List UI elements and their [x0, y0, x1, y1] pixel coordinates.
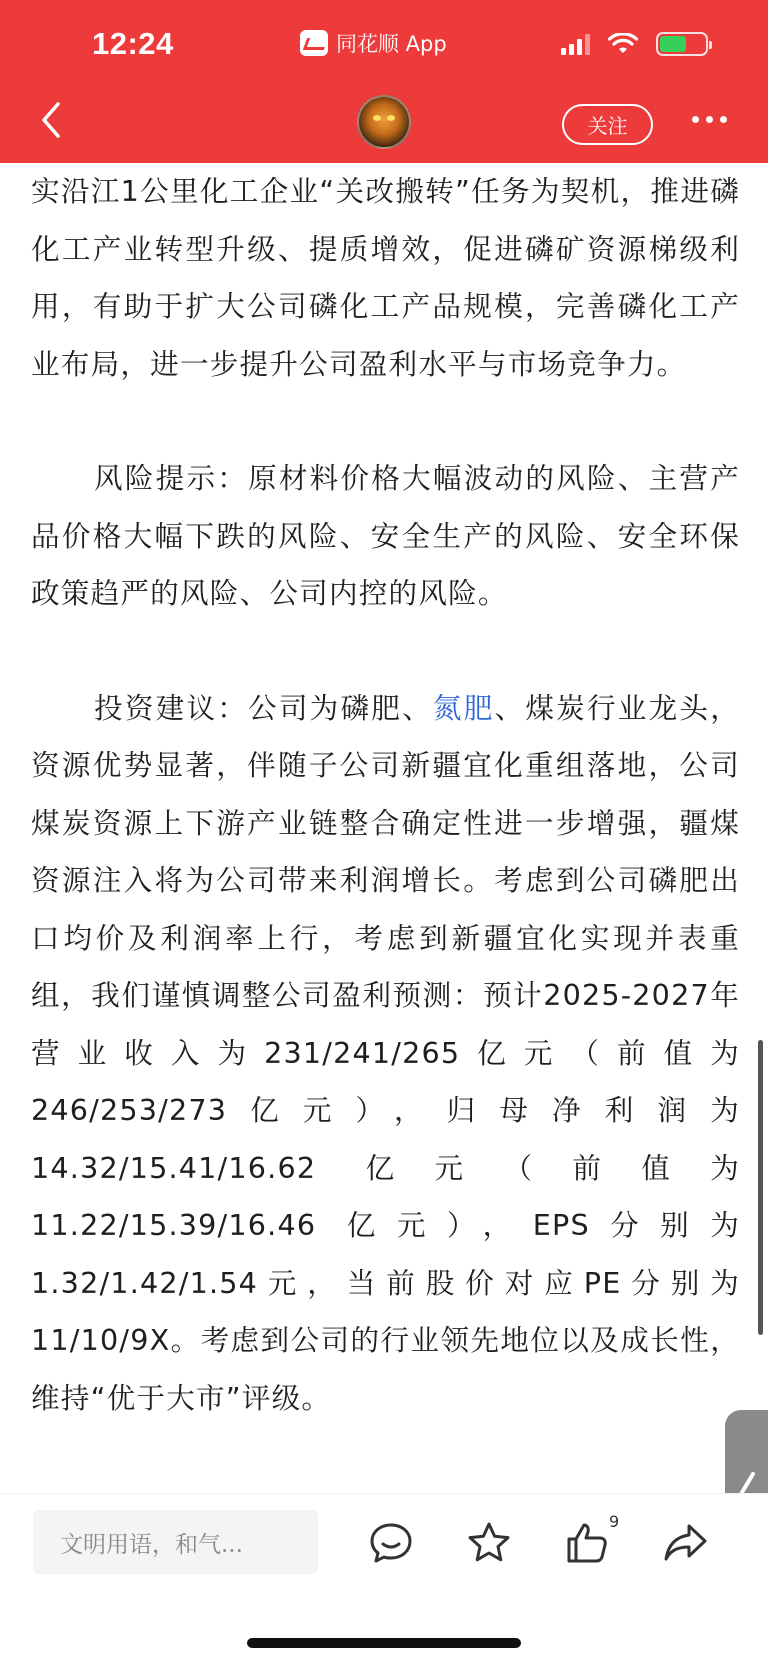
risk-warning-paragraph [31, 450, 740, 623]
nitrogen-fertilizer-link[interactable]: 氮肥 [432, 690, 495, 725]
like-count: 9 [609, 1512, 620, 1531]
comment-input[interactable]: 文明用语，和气... [33, 1510, 318, 1574]
author-avatar[interactable] [357, 95, 411, 149]
back-icon[interactable] [36, 100, 66, 140]
comment-icon[interactable] [368, 1520, 414, 1566]
thumbs-up-icon[interactable] [564, 1520, 610, 1566]
star-favorite-icon[interactable] [466, 1520, 512, 1566]
bottom-action-bar [0, 1493, 768, 1662]
tonghuashun-logo-icon [300, 30, 328, 56]
article-paragraph: 实沿江1公里化工企业“关改搬转”任务为契机，推进磷化工产业转型升级、提质增效，促进磷矿资源梯级利用，有助于扩大公司磷化工产品规模，完善磷化工产业布局，进一步提升公司盈利水平与市场竞争力。 [31, 174, 740, 381]
status-app-indicator[interactable] [300, 28, 447, 58]
battery-icon [656, 32, 708, 56]
battery-level [660, 36, 686, 52]
advice-suffix: 、煤炭行业龙头，资源优势显著，伴随子公司新疆宜化重组落地，公司煤炭资源上下游产业链整合确定性进一步增强，疆煤资源注入将为公司带来利润增长。考虑到公司磷肥出口均价及利润率上行，考虑到新疆宜化实现并表重组，我们谨慎调整公司盈利预测：预计2025-2027年营业收入为231/241/265亿元（前值为246/253/273亿元），归母净利润为14.32/15.41/16.62 亿元（前值为11.22/15.39/16.46 亿元），EPS分别为1.32/1.42/1.54元，当前股价对应PE分别为11/10/9X。考虑到公司的行业领先地位以及成长性，维持“优于大市”评级。 [31, 690, 741, 1415]
follow-button[interactable]: 关注 [562, 104, 653, 145]
share-icon[interactable] [662, 1520, 708, 1566]
cellular-signal-icon [561, 33, 590, 55]
status-app-label: 同花顺 App [336, 32, 447, 56]
status-time: 12:24 [92, 26, 174, 61]
wifi-icon [608, 33, 638, 55]
scrollbar[interactable] [758, 1040, 763, 1335]
home-indicator[interactable] [247, 1638, 521, 1648]
risk-warning-text: 风险提示：原材料价格大幅波动的风险、主营产品价格大幅下跌的风险、安全生产的风险、安全环保政策趋严的风险、公司内控的风险。 [31, 461, 740, 610]
more-options-icon[interactable] [692, 116, 727, 123]
advice-prefix: 投资建议：公司为磷肥、 [93, 690, 433, 725]
status-icons [561, 32, 708, 56]
article-body [31, 163, 740, 1427]
investment-advice-paragraph [31, 680, 740, 1428]
app-header [0, 0, 768, 163]
